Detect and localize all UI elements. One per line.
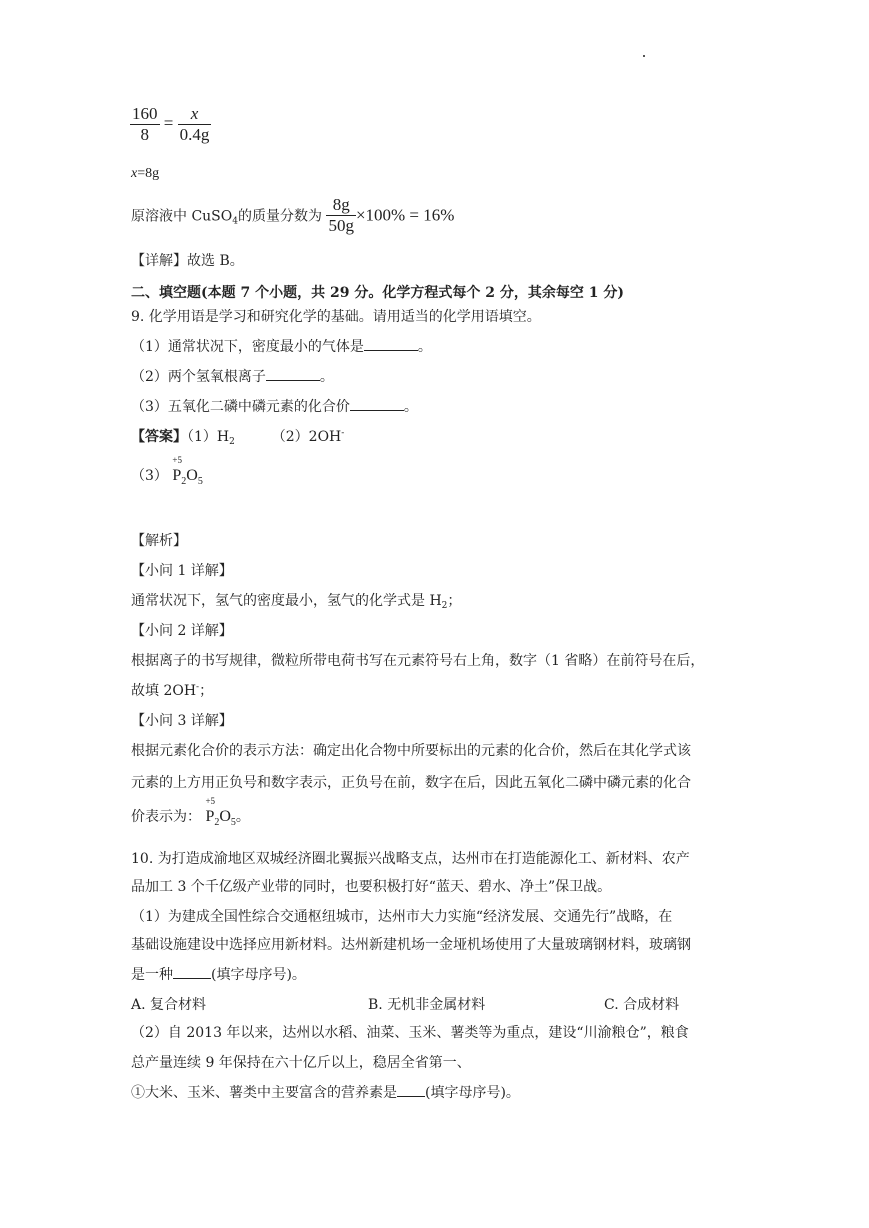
q10-p2-line2: 总产量连续 9 年保持在六十亿斤以上，稳居全省第一、 — [131, 1055, 471, 1071]
mass-fraction-subscript: 4 — [232, 216, 238, 227]
sub3-line3-b: 。 — [235, 809, 250, 825]
q9-part2-text: （2）两个氢氧根离子 — [131, 369, 266, 385]
sub3-label: 【小问 3 详解】 — [131, 713, 233, 729]
fraction-right-denominator: 0.4g — [179, 125, 210, 144]
q10-p2-line1: （2）自 2013 年以来，达州以水稻、油菜、玉米、薯类等为重点，建设“川渝粮仓”，粮食 — [131, 1025, 689, 1041]
q9-part2-blank[interactable] — [266, 380, 320, 381]
answer-1: （1）H — [187, 429, 230, 445]
q10-p2-q1 — [131, 1082, 520, 1102]
element-p: P — [172, 467, 182, 484]
sub2-superscript: - — [196, 682, 200, 693]
answer-label: 【答案】 — [131, 429, 187, 445]
q9-part1-blank[interactable] — [364, 350, 418, 351]
q9-part3-end: 。 — [403, 399, 418, 415]
sub1-text — [131, 590, 461, 611]
sub3-line3 — [131, 796, 250, 828]
p2o5-formula-inline — [205, 796, 236, 828]
q9-part2 — [131, 366, 334, 386]
analysis-label: 【解析】 — [131, 533, 187, 549]
sub3-line2: 元素的上方用正负号和数字表示，正负号在前，数字在后，因此五氧化二磷中磷元素的化合 — [131, 775, 691, 791]
sub2-label: 【小问 2 详解】 — [131, 623, 233, 639]
q9-answer-3 — [131, 455, 203, 487]
element-p-sub-inline: 2 — [214, 817, 220, 828]
sub1-text-b: ； — [447, 593, 462, 609]
fraction-left-denominator: 8 — [130, 124, 160, 145]
proportion-equation — [130, 104, 211, 145]
x-variable: x — [131, 166, 138, 181]
sub2-line2 — [131, 680, 213, 700]
q9-part3 — [131, 396, 418, 416]
answer-2-superscript: - — [341, 428, 345, 439]
sub1-subscript: 2 — [441, 601, 448, 611]
sub2-line2-b: ； — [199, 683, 214, 699]
q9-part1-end: 。 — [417, 339, 432, 355]
q10-p1-line3-b: (填字母序号)。 — [211, 967, 306, 983]
mass-fraction-denominator: 50g — [328, 216, 354, 235]
q10-p1-line3-a: 是一种 — [131, 967, 173, 983]
q10-option-b: B. 无机非金属材料 — [368, 997, 486, 1013]
q10-p2-q1-a: ①大米、玉米、薯类中主要富含的营养素是 — [131, 1085, 397, 1101]
fraction-left — [130, 104, 160, 145]
q10-p1-line2: 基础设施建设中选择应用新材料。达州新建机场一金垭机场使用了大量玻璃钢材料，玻璃钢 — [131, 937, 691, 953]
q10-p1-line3 — [131, 964, 306, 984]
q9-part1 — [131, 336, 432, 356]
mass-fraction-prefix: 原溶液中 CuSO — [131, 208, 233, 225]
q9-stem: 9. 化学用语是学习和研究化学的基础。请用适当的化学用语填空。 — [131, 309, 541, 325]
element-o-inline: O — [219, 808, 231, 825]
fraction-right — [178, 104, 212, 145]
p2o5-formula — [172, 455, 203, 487]
x-result — [131, 166, 159, 182]
q10-option-a: A. 复合材料 — [131, 997, 207, 1013]
q10-p2-q1-b: (填字母序号)。 — [425, 1085, 520, 1101]
sub2-line2-a: 故填 2OH — [131, 683, 197, 699]
answer-1-subscript: 2 — [229, 437, 235, 447]
element-p-inline: P — [205, 808, 215, 825]
element-p-sub: 2 — [181, 476, 187, 487]
sub3-line3-a: 价表示为： — [131, 809, 201, 825]
oxidation-state-inline: +5 — [205, 796, 216, 806]
equals-sign: = — [163, 113, 174, 133]
x-value: =8g — [137, 166, 160, 181]
element-o: O — [186, 467, 198, 484]
mass-fraction-numerator: 8g — [332, 195, 350, 214]
fraction-right-numerator: x — [190, 104, 199, 123]
q10-p1-line1: （1）为建成全国性综合交通枢纽城市，达州市大力实施“经济发展、交通先行”战略，在 — [131, 909, 673, 925]
q10-p1-blank[interactable] — [173, 978, 211, 979]
page-corner-mark — [643, 55, 645, 57]
q10-option-c: C. 合成材料 — [604, 997, 680, 1013]
q9-part3-text: （3）五氧化二磷中磷元素的化合价 — [131, 399, 350, 415]
element-o-sub-inline: 5 — [230, 817, 236, 828]
answer-3-label: （3） — [131, 468, 168, 484]
oxidation-state: +5 — [172, 455, 182, 465]
sub1-text-a: 通常状况下，氢气的密度最小，氢气的化学式是 H — [131, 593, 442, 609]
mass-fraction-line — [131, 195, 454, 236]
q9-part3-blank[interactable] — [350, 410, 404, 411]
sub3-line1: 根据元素化合价的表示方法：确定出化合物中所要标出的元素的化合价，然后在其化学式该 — [131, 743, 691, 759]
q10-p2-q1-blank[interactable] — [397, 1096, 425, 1097]
mass-fraction-tail: ×100% = 16% — [355, 205, 455, 225]
q9-answer — [131, 426, 344, 447]
q10-stem-line2: 品加工 3 个千亿级产业带的同时，也要积极打好“蓝天、碧水、净土”保卫战。 — [131, 879, 612, 895]
sub1-label: 【小问 1 详解】 — [131, 563, 233, 579]
q9-part2-end: 。 — [319, 369, 334, 385]
fraction-left-numerator: 160 — [132, 104, 158, 123]
answer-2: （2）2OH — [271, 429, 342, 445]
element-o-sub: 5 — [197, 476, 203, 487]
mass-fraction-middle: 的质量分数为 — [237, 208, 322, 225]
mass-fraction-fraction — [326, 195, 356, 236]
q10-stem-line1: 10. 为打造成渝地区双城经济圈北翼振兴战略支点，达州市在打造能源化工、新材料、农产 — [131, 851, 690, 867]
section-heading: 二、填空题(本题 7 个小题，共 29 分。化学方程式每个 2 分，其余每空 1 分) — [131, 285, 624, 301]
q9-part1-text: （1）通常状况下，密度最小的气体是 — [131, 339, 364, 355]
sub2-line1: 根据离子的书写规律，微粒所带电荷书写在元素符号右上角，数字（1 省略）在前符号在后， — [131, 653, 705, 669]
detail-choice: 【详解】故选 B。 — [131, 253, 244, 269]
